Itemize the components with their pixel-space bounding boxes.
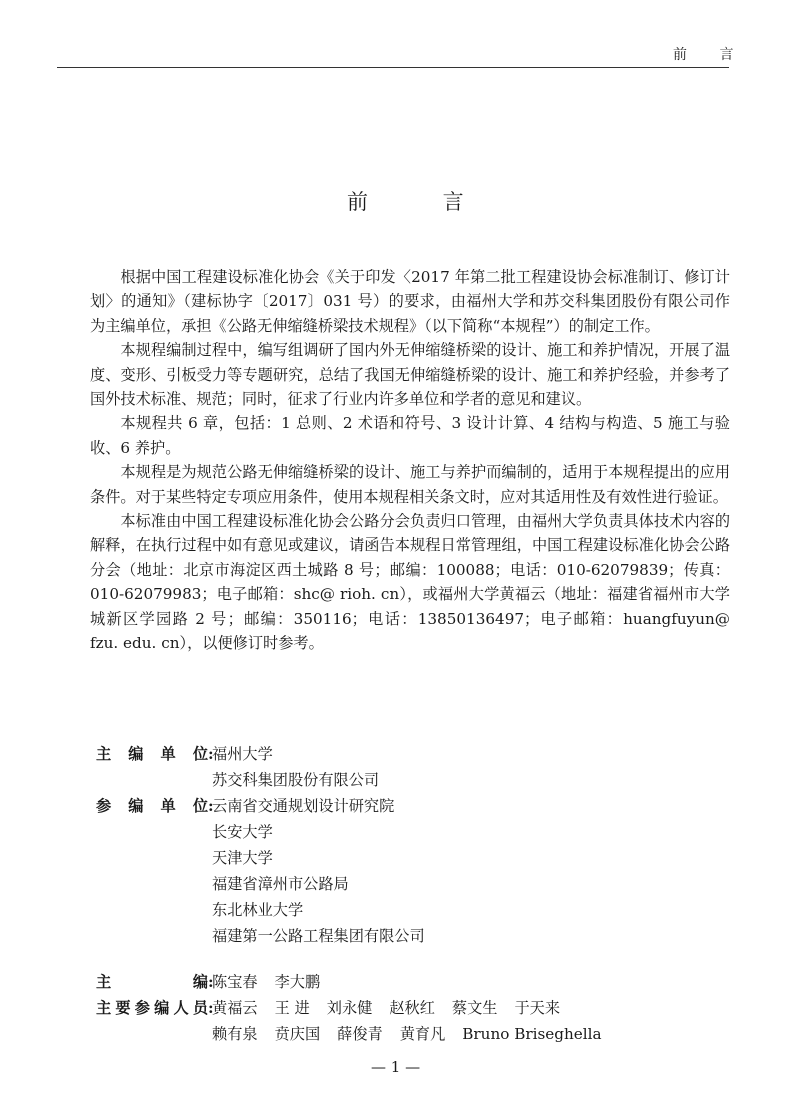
- chief-editors-row: [96, 969, 736, 995]
- person-name: 薛俊青: [337, 1025, 383, 1043]
- person-name: 蔡文生: [451, 999, 498, 1017]
- person-name: 陈宝春: [212, 973, 258, 991]
- chief-units-row: [96, 741, 736, 793]
- paragraph: 根据中国工程建设标准化协会《关于印发〈2017 年第二批工程建设协会标准制订、修订计划〉的通知》（建标协字〔2017〕031 号）的要求，由福州大学和苏交科集团股份有限公司作为主编单位，承担《公路无伸缩缝桥梁技术规程》（以下简称“本规程”）的制定工作。: [90, 268, 730, 335]
- person-name: 刘永健: [326, 999, 373, 1017]
- list-item: 苏交科集团股份有限公司: [212, 771, 380, 789]
- list-item: 福州大学: [212, 745, 273, 763]
- person-name: Bruno Briseghella: [462, 1025, 602, 1043]
- person-name: 王 进: [274, 999, 310, 1017]
- list-item: 长安大学: [212, 823, 273, 841]
- label-colon: :: [208, 999, 214, 1017]
- paragraph: 本规程是为规范公路无伸缩缝桥梁的设计、施工与养护而编制的，适用于本规程提出的应用条件。对于某些特定专项应用条件，使用本规程相关条文时，应对其适用性及有效性进行验证。: [90, 463, 730, 506]
- chief-editors-label: 主编: [96, 973, 208, 991]
- page-title: 前 言: [347, 190, 498, 214]
- list-item: 天津大学: [212, 849, 273, 867]
- list-item: 福建省漳州市公路局: [212, 875, 349, 893]
- list-item: 云南省交通规划设计研究院: [212, 797, 395, 815]
- paragraph: 本标准由中国工程建设标准化协会公路分会负责归口管理，由福州大学负责具体技术内容的解释，在执行过程中如有意见或建议，请函告本规程日常管理组，中国工程建设标准化协会公路分会（地址：北京市海淀区西土城路 8 号；邮编：100088；电话：010-62079839；传真：010-62079983；电子邮箱：shc@ rioh. cn），或福州大学黄福云（地址：福建省福州市大学城新区学园路 2 号；邮编：350116；电话：13850136497；电子邮箱：huangfuyun@ fzu. edu. cn），以便修订时参考。: [90, 512, 730, 653]
- person-name: 贲庆国: [274, 1025, 321, 1043]
- foreword-body: [90, 265, 730, 656]
- person-name: 于天来: [514, 999, 561, 1017]
- person-name: 李大鹏: [274, 973, 321, 991]
- label-colon: :: [208, 797, 214, 815]
- chief-units-list: [212, 741, 379, 793]
- credits-section: [96, 741, 736, 1047]
- person-name: 黄育凡: [399, 1025, 446, 1043]
- main-participants-row: [96, 995, 736, 1047]
- label-colon: :: [208, 973, 214, 991]
- person-name: 赖有泉: [212, 1025, 258, 1043]
- paragraph: 本规程编制过程中，编写组调研了国内外无伸缩缝桥梁的设计、施工和养护情况，开展了温度、变形、引板受力等专题研究，总结了我国无伸缩缝桥梁的设计、施工和养护经验，并参考了国外技术标准、规范；同时，征求了行业内许多单位和学者的意见和建议。: [90, 341, 730, 409]
- paragraph: 本规程共 6 章，包括：1 总则、2 术语和符号、3 设计计算、4 结构与构造、5 施工与验收、6 养护。: [90, 414, 730, 457]
- person-name: 黄福云: [212, 999, 258, 1017]
- label-colon: :: [208, 745, 214, 763]
- participating-units-list: [212, 793, 425, 949]
- main-participants-label: 主要参编人员: [96, 999, 208, 1017]
- chief-units-label: 主编单位: [96, 745, 208, 763]
- main-participants-list: [212, 995, 619, 1047]
- running-header: 前 言: [673, 47, 748, 63]
- page-number: — 1 —: [371, 1058, 421, 1076]
- list-item: 东北林业大学: [212, 901, 304, 919]
- participating-units-row: [96, 793, 736, 949]
- header-rule: [57, 67, 729, 68]
- person-name: 赵秋红: [389, 999, 435, 1017]
- participating-units-label: 参编单位: [96, 797, 208, 815]
- list-item: 福建第一公路工程集团有限公司: [212, 927, 425, 945]
- chief-editors-list: [212, 969, 337, 995]
